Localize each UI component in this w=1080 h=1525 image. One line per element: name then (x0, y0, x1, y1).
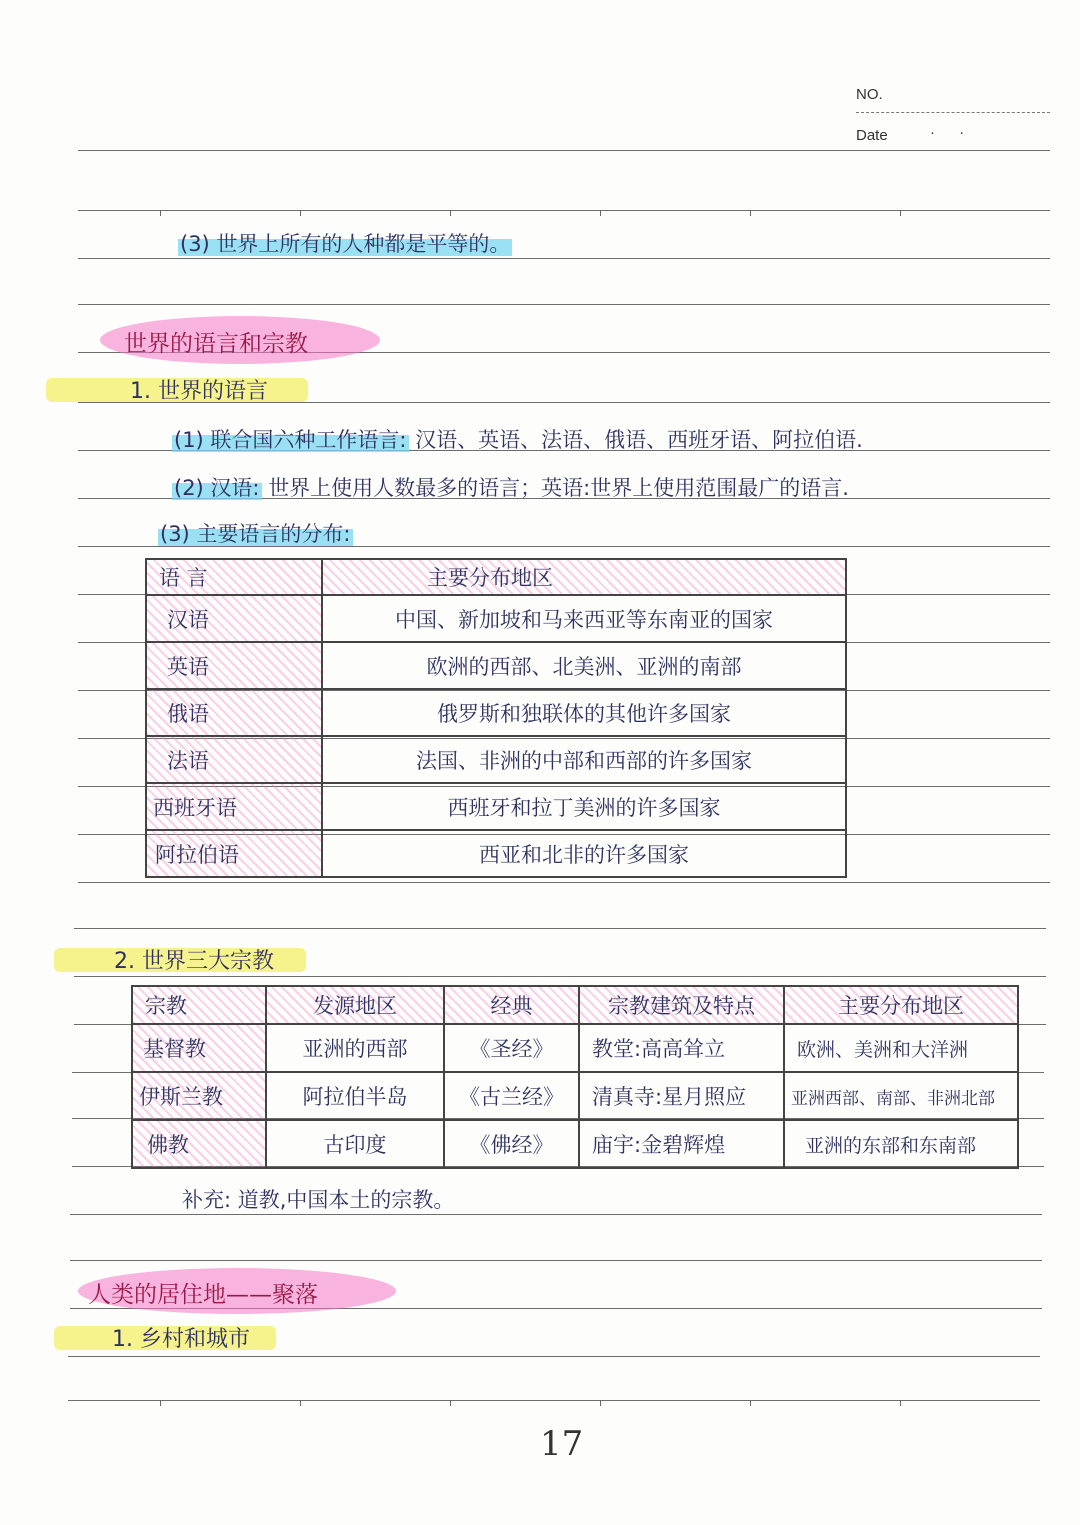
region-cell: 欧洲的西部、北美洲、亚洲的南部 (322, 642, 846, 689)
no-label: NO. (856, 86, 883, 103)
table-header-cell: 主要分布地区 (784, 986, 1018, 1024)
language-cell: 俄语 (146, 689, 322, 736)
table-row (146, 783, 846, 830)
origin-cell: 亚洲的西部 (266, 1024, 444, 1072)
table-header-row (146, 559, 846, 595)
region-cell: 西亚和北非的许多国家 (322, 830, 846, 877)
religion-cell: 佛教 (132, 1120, 266, 1168)
ruled-line (68, 1356, 1040, 1357)
table-row (146, 736, 846, 783)
language-cell: 西班牙语 (146, 783, 322, 830)
origin-cell: 阿拉伯半岛 (266, 1072, 444, 1120)
distribution-cell: 亚洲西部、南部、非洲北部 (784, 1072, 1018, 1120)
equality-line (178, 228, 512, 258)
ruler-tick (900, 210, 901, 216)
ruler-tick (160, 1400, 161, 1406)
ruled-line (74, 928, 1046, 929)
table-row (146, 642, 846, 689)
table-header-cell: 宗教建筑及特点 (579, 986, 784, 1024)
item-label: (1) 联合国六种工作语言: (174, 428, 407, 452)
ruler-tick (300, 210, 301, 216)
item-label: (2) 汉语: (174, 476, 260, 500)
ruled-line (74, 976, 1046, 977)
page-number: 17 (540, 1424, 584, 1464)
origin-cell: 古印度 (266, 1120, 444, 1168)
ruler-tick (750, 1400, 751, 1406)
ruled-line (78, 258, 1050, 259)
item-text: 汉语、英语、法语、俄语、西班牙语、阿拉伯语. (415, 428, 863, 452)
table-header-cell: 发源地区 (266, 986, 444, 1024)
table-header-row (132, 986, 1018, 1024)
section-title-language-religion: 世界的语言和宗教 (124, 331, 308, 357)
table-header-cell: 宗教 (132, 986, 266, 1024)
building-cell: 教堂:高高耸立 (579, 1024, 784, 1072)
table-row (132, 1120, 1018, 1168)
ruled-line (78, 210, 1050, 211)
ruler-tick (160, 210, 161, 216)
date-value: · · (930, 124, 975, 141)
supplement-note: 补充: 道教,中国本土的宗教。 (182, 1188, 455, 1212)
table-row (146, 689, 846, 736)
table-header-cell: 经典 (444, 986, 579, 1024)
language-cell: 法语 (146, 736, 322, 783)
language-cell: 英语 (146, 642, 322, 689)
distribution-cell: 欧洲、美洲和大洋洲 (784, 1024, 1018, 1072)
table-row (132, 1024, 1018, 1072)
subheading-religions: 2. 世界三大宗教 (114, 949, 274, 974)
date-label: Date (856, 127, 888, 144)
ruled-line (70, 1214, 1042, 1215)
ruler-tick (600, 1400, 601, 1406)
table-row (146, 830, 846, 877)
table-row (132, 1072, 1018, 1120)
equality-text: (3) 世界上所有的人种都是平等的。 (180, 232, 511, 256)
ruled-line (78, 150, 1050, 151)
table-header-cell: 主要分布地区 (322, 559, 846, 595)
subheading-languages: 1. 世界的语言 (130, 379, 268, 404)
region-cell: 中国、新加坡和马来西亚等东南亚的国家 (322, 595, 846, 642)
region-cell: 俄罗斯和独联体的其他许多国家 (322, 689, 846, 736)
table-header-cell: 语 言 (146, 559, 322, 595)
region-cell: 西班牙和拉丁美洲的许多国家 (322, 783, 846, 830)
scripture-cell: 《圣经》 (444, 1024, 579, 1072)
subheading-village-city: 1. 乡村和城市 (112, 1327, 250, 1352)
scripture-cell: 《古兰经》 (444, 1072, 579, 1120)
building-cell: 清真寺:星月照应 (579, 1072, 784, 1120)
scripture-cell: 《佛经》 (444, 1120, 579, 1168)
table-row (146, 595, 846, 642)
section-title-settlement: 人类的居住地——聚落 (88, 1282, 318, 1308)
ruler-tick (750, 210, 751, 216)
item-distribution (158, 518, 353, 548)
item-un-languages (172, 424, 863, 454)
building-cell: 庙宇:金碧辉煌 (579, 1120, 784, 1168)
ruled-line (68, 1400, 1040, 1401)
ruler-tick (300, 1400, 301, 1406)
ruled-line (78, 882, 1050, 883)
religion-table (131, 985, 1019, 1169)
no-dash-line (856, 112, 1050, 113)
region-cell: 法国、非洲的中部和西部的许多国家 (322, 736, 846, 783)
item-label: (3) 主要语言的分布: (160, 522, 351, 546)
religion-cell: 基督教 (132, 1024, 266, 1072)
language-table (145, 558, 847, 878)
ruler-tick (450, 210, 451, 216)
ruled-line (78, 304, 1050, 305)
ruled-line (70, 1260, 1042, 1261)
distribution-cell: 亚洲的东部和东南部 (784, 1120, 1018, 1168)
ruler-tick (600, 210, 601, 216)
ruler-tick (450, 1400, 451, 1406)
religion-cell: 伊斯兰教 (132, 1072, 266, 1120)
item-chinese-english (172, 472, 849, 502)
language-cell: 汉语 (146, 595, 322, 642)
language-cell: 阿拉伯语 (146, 830, 322, 877)
ruler-tick (900, 1400, 901, 1406)
item-text: 世界上使用人数最多的语言；英语:世界上使用范围最广的语言. (268, 476, 849, 500)
